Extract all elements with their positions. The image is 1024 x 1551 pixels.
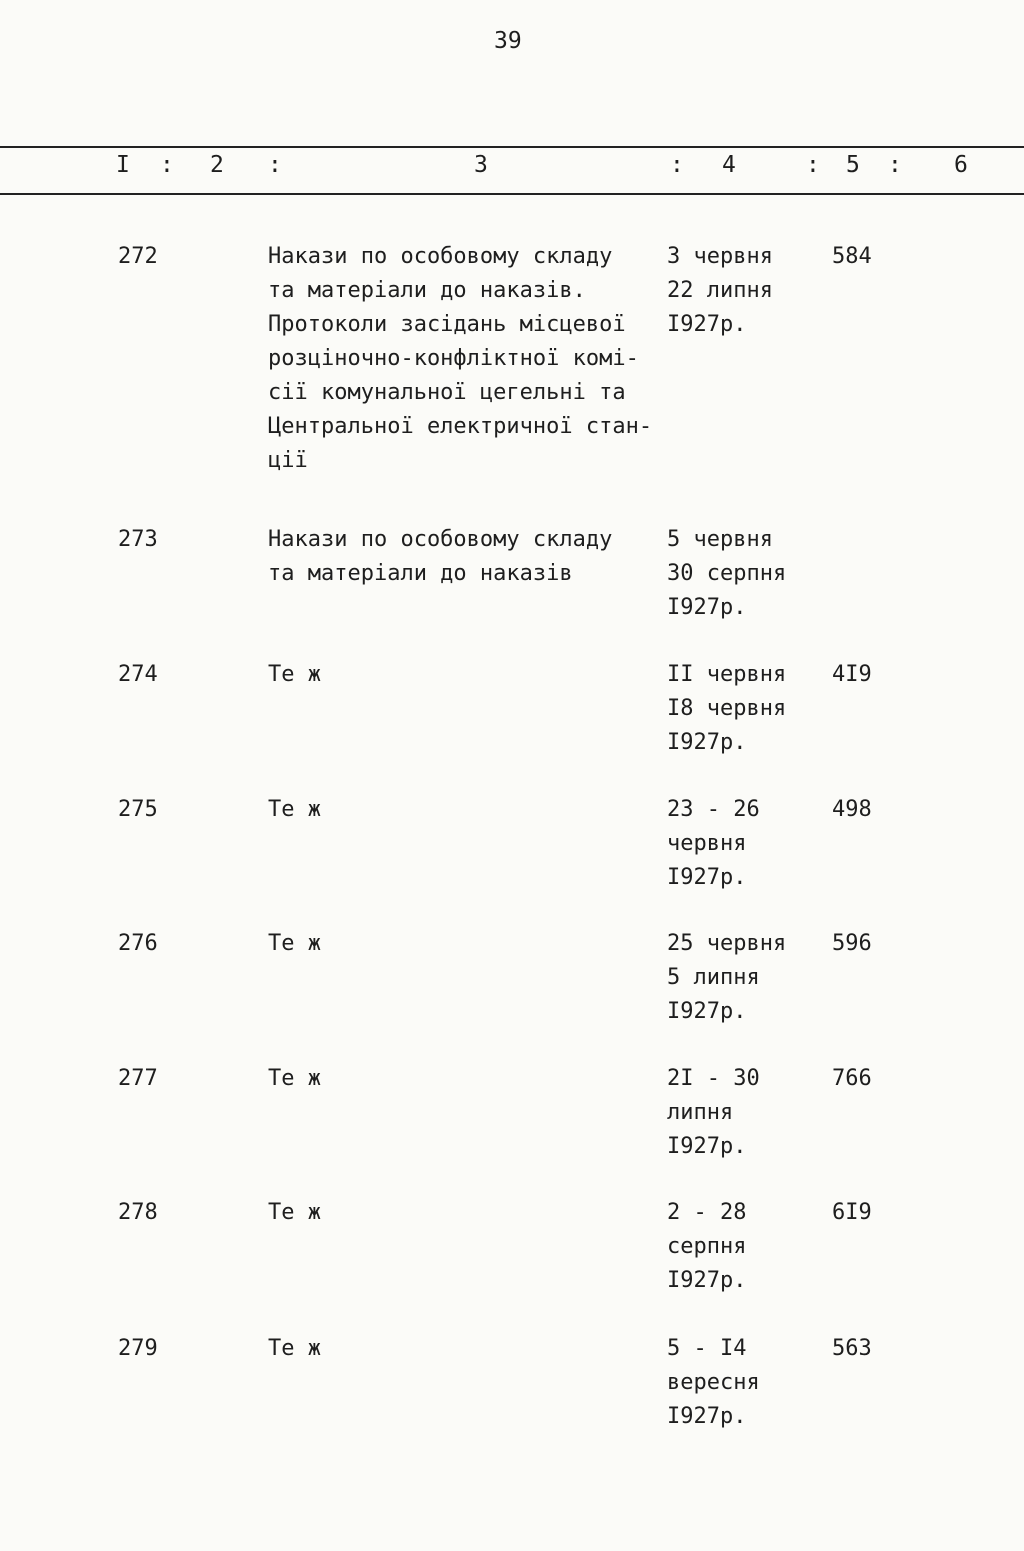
entry-dates [667,1062,760,1164]
entry-number: 278 [118,1200,158,1225]
entry-date-line: I927р. [667,730,747,755]
entry-number: 276 [118,931,158,956]
entry-dates [667,523,786,625]
entry-date-line: I927р. [667,1268,747,1293]
header-separator: : [670,152,684,178]
page-number: 39 [494,28,522,54]
entry-description [268,1332,321,1366]
entry-dates [667,658,786,760]
entry-dates [667,927,786,1029]
entry-description-line: ції [268,448,308,473]
entry-description-line: сії комунальної цегельні та [268,380,626,405]
entry-number: 279 [118,1336,158,1361]
header-col-2: 2 [210,152,224,178]
entry-description-line: та матеріали до наказів. [268,278,586,303]
entry-date-line: I927р. [667,999,747,1024]
entry-description-line: Накази по особовому складу [268,244,613,269]
entry-date-line: 3 червня [667,244,773,269]
entry-description [268,658,321,692]
entry-dates [667,1196,746,1298]
header-separator: : [806,152,820,178]
entry-sheet-count: 563 [832,1336,872,1361]
entry-sheet-count: 6I9 [832,1200,872,1225]
header-separator: : [888,152,902,178]
entry-sheet-count: 766 [832,1066,872,1091]
entry-description [268,240,652,478]
entry-description-line: розціночно-конфліктної комі- [268,346,639,371]
entry-date-line: I927р. [667,312,747,337]
entry-date-line: 5 червня [667,527,773,552]
entry-description-line: Те ж [268,1336,321,1361]
header-col-3: 3 [474,152,488,178]
entry-date-line: 22 липня [667,278,773,303]
entry-description [268,1062,321,1096]
entry-description-line: Те ж [268,1200,321,1225]
entry-number: 274 [118,662,158,687]
entry-date-line: 23 - 26 [667,797,760,822]
entry-date-line: 30 серпня [667,561,787,586]
entry-description [268,927,321,961]
entry-sheet-count: 596 [832,931,872,956]
entry-description-line: Протоколи засідань місцевої [268,312,626,337]
entry-date-line: червня [667,831,747,856]
entry-number: 275 [118,797,158,822]
entry-date-line: липня [667,1100,734,1125]
entry-dates [667,240,773,342]
entry-description-line: Накази по особовому складу [268,527,613,552]
entry-description [268,1196,321,1230]
entry-number: 272 [118,244,158,269]
entry-description-line: Те ж [268,931,321,956]
entry-date-line: I927р. [667,595,747,620]
entry-date-line: I927р. [667,1404,747,1429]
entry-date-line: 25 червня [667,931,787,956]
header-col-5: 5 [846,152,860,178]
entry-description-line: Центральної електричної стан- [268,414,653,439]
entry-date-line: I927р. [667,1134,747,1159]
entry-date-line: 5 - I4 [667,1336,747,1361]
entry-description-line: Те ж [268,662,321,687]
entry-description-line: Те ж [268,1066,321,1091]
entry-date-line: I8 червня [667,696,787,721]
entry-dates [667,793,760,895]
entry-sheet-count: 498 [832,797,872,822]
entry-date-line: II червня [667,662,787,687]
entry-description [268,523,612,591]
header-separator: : [268,152,282,178]
header-col-1: I [116,152,130,178]
entry-date-line: вересня [667,1370,760,1395]
entry-description [268,793,321,827]
entry-dates [667,1332,760,1434]
entry-date-line: серпня [667,1234,747,1259]
entry-date-line: 5 липня [667,965,760,990]
entry-sheet-count: 584 [832,244,872,269]
entry-date-line: 2I - 30 [667,1066,760,1091]
header-separator: : [160,152,174,178]
entry-number: 277 [118,1066,158,1091]
entry-number: 273 [118,527,158,552]
entry-date-line: I927р. [667,865,747,890]
entry-description-line: Те ж [268,797,321,822]
entry-date-line: 2 - 28 [667,1200,747,1225]
entry-sheet-count: 4I9 [832,662,872,687]
header-col-4: 4 [722,152,736,178]
header-col-6: 6 [954,152,968,178]
entry-description-line: та матеріали до наказів [268,561,573,586]
